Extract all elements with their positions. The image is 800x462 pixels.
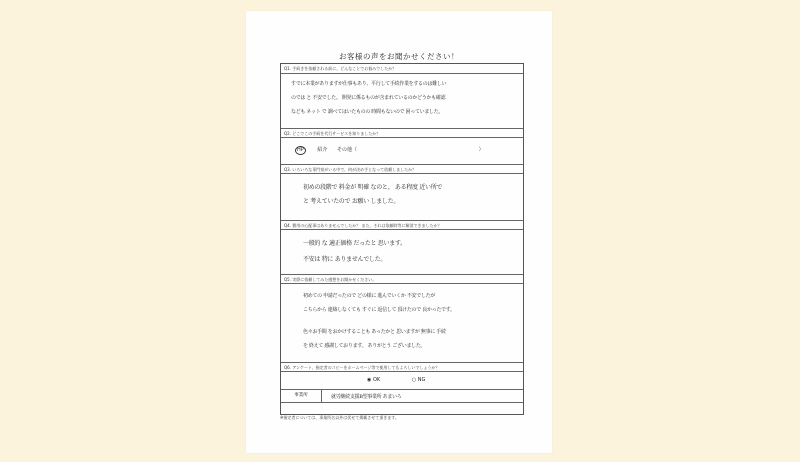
q3-answer-line-1: 初めの段階で 料金が 明確 なのと、 ある程度 近い所で: [303, 184, 443, 191]
q2-option-hp: HP: [297, 147, 304, 153]
q2-options: [295, 146, 484, 155]
page-title: お客様の声をお聞かせください！: [339, 52, 459, 61]
q2-option-other: その他（: [336, 147, 357, 153]
q6-options: [367, 377, 425, 383]
q5-answer-line-4: 色々お手間 をおかけすることも あったかと 思いますが 無事に 手続: [303, 329, 446, 335]
q6-option-ok: OK: [372, 377, 381, 383]
q5-question: Q5. 実際に依頼してみた感想をお聞かせください。: [281, 274, 523, 284]
q5-answer-line-5: を 終えて 感謝しております。 ありがとう ございました。: [303, 343, 426, 349]
office-label: 事業所: [281, 390, 322, 402]
q5-answer-line-1: 初めての 申請だったので どの様に 進んでいくか 不安でしたが: [303, 293, 436, 299]
q6-ok-radio-icon: ◉: [367, 377, 372, 383]
q2-option-referral: 紹介: [317, 147, 328, 153]
q6-option-ng: NG: [417, 377, 426, 383]
q4-answer-line-1: 一般的 な 適正価格 だったと 思います。: [303, 240, 406, 247]
q1-question: Q1. 手続きを依頼される前に、どんなことでお悩みでしたか？: [281, 64, 523, 74]
q6-ng-radio-icon: ○: [411, 377, 417, 383]
q4-answer-line-2: 不安は 特に ありませんでした。: [303, 256, 387, 263]
q1-answer-line-3: なども ネット で 調べてはいたものの 時間もないので 困っていました。: [291, 109, 444, 115]
q6-question: Q6. アンケート、指定者のコピーをホームページ等で使用してもよろしいでしょうか？: [281, 362, 523, 372]
q4-question: Q4. 費用の心配事はありませんでしたか？ また、それは依頼時等に解消できましたか？: [281, 220, 523, 230]
q5-answer-line-2: こちらから 連絡しなくても すぐに 返信して 頂けたので 良かったです。: [303, 307, 455, 313]
q1-answer-line-2: のでは と 不安でした。 開発に係るものが含まれているのかどうかも確認: [291, 95, 446, 101]
q2-option-other-close: ）: [478, 147, 484, 153]
q3-answer-line-2: と 考えていたので お願い しました。: [303, 198, 400, 205]
survey-sheet: [246, 11, 552, 453]
survey-form: [280, 63, 524, 415]
office-value: 就労継続支援B型事業所 あまいろ: [331, 394, 402, 400]
q2-question: Q2. どこでこの手続を代行サービスを知りましたか？: [281, 128, 523, 138]
q3-question: Q3. いろいろな専門家がいる中で、何が決め手となって依頼しましたか？: [281, 164, 523, 174]
footnote: ※指定者については、事業所名以外は伏せて掲載させて頂きます。: [280, 415, 399, 420]
q1-answer-line-1: すでに本業がありますが仕事もあり、平行して手続作業をするのは難しい: [291, 81, 447, 87]
office-row-bottom-rule: [281, 402, 523, 403]
